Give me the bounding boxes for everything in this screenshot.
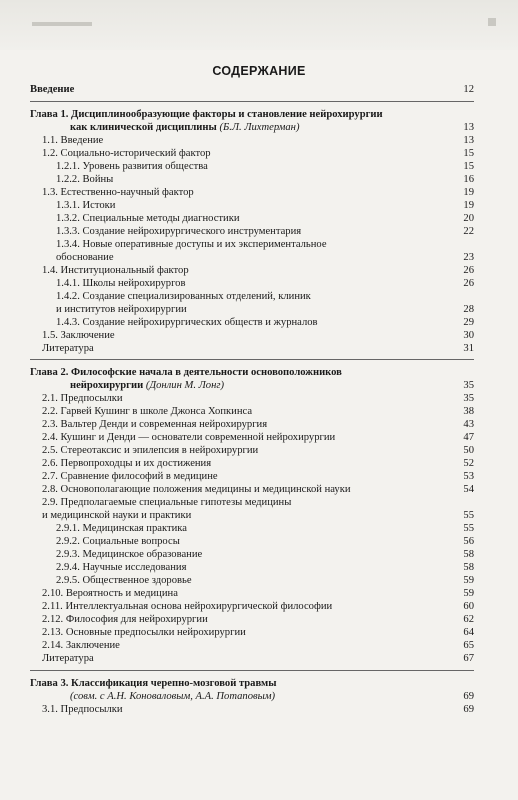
toc-page-number: 58 [463,562,474,573]
toc-page-number: 67 [463,653,474,664]
toc-page-number: 64 [463,627,474,638]
toc-entry-text: 1.3.4. Новые оперативные доступы и их экспериментальное [56,239,327,250]
toc-page-number: 30 [463,330,474,341]
header-mark-left [32,22,92,26]
toc-entry-text: 2.8. Основополагающие положения медицины и медицинской науки [42,484,351,495]
toc-entry-text: и институтов нейрохирургии [56,304,187,315]
toc-page-number: 35 [463,380,474,391]
toc-entry-text: 2.9. Предполагаемые специальные гипотезы медицины [42,497,292,508]
toc-entry[interactable] [30,614,474,626]
toc-chapter-1-heading-cont[interactable] [30,122,474,134]
toc-entry-author: (совм. с А.Н. Коноваловым, А.А. Потаповым) [70,691,276,702]
toc-page-number: 29 [463,317,474,328]
toc-page-number: 13 [463,135,474,146]
toc-entry[interactable] [30,562,474,574]
toc-entry-text: 2.9.5. Общественное здоровье [56,575,192,586]
toc-entry-text: и медицинской науки и практики [42,510,192,521]
toc-entry[interactable] [30,497,474,509]
toc-entry-text: 2.6. Первопроходцы и их достижения [42,458,212,469]
toc-entry-cont[interactable] [30,304,474,316]
toc-entry-text: 2.11. Интеллектуальная основа нейрохирургической философии [42,601,333,612]
toc-entry[interactable] [30,588,474,600]
toc-entry-literature[interactable] [30,343,474,355]
page-title: СОДЕРЖАНИЕ [212,64,306,78]
toc-page-number: 15 [463,161,474,172]
toc-entry[interactable] [30,239,474,251]
header-mark-right [488,18,496,26]
page-header-strip [0,0,518,50]
toc-entry-text: 2.3. Вальтер Денди и современная нейрохирургия [42,419,268,430]
toc-entry-text: 2.7. Сравнение философий в медицине [42,471,218,482]
toc-entry-text: 2.4. Кушинг и Денди — основатели современной нейрохирургии [42,432,336,443]
toc-entry-cont[interactable] [30,510,474,522]
toc-entry-text: 1.4.2. Создание специализированных отделений, клиник [56,291,311,302]
toc-entry[interactable] [30,265,474,277]
toc-page-number: 31 [463,343,474,354]
toc-entry-text: Литература [42,343,94,354]
toc-entry-text: 2.13. Основные предпосылки нейрохирургии [42,627,246,638]
toc-chapter-3-heading-cont[interactable] [30,691,474,703]
toc-entry-text: 1.4.3. Создание нейрохирургических обществ и журналов [56,317,318,328]
toc-entry-text: 2.9.3. Медицинское образование [56,549,203,560]
toc-page-number: 15 [463,148,474,159]
toc-page-number: 69 [463,704,474,715]
toc-entry[interactable] [30,445,474,457]
toc-entry-text: 2.5. Стереотаксис и эпилепсия в нейрохирургии [42,445,259,456]
toc-entry[interactable] [30,187,474,199]
toc-entry-text: Введение [30,84,75,95]
toc-page-number: 54 [463,484,474,495]
toc-entry-text: 1.1. Введение [42,135,104,146]
toc-page-number: 28 [463,304,474,315]
toc-entry[interactable] [30,458,474,470]
toc-page-number: 43 [463,419,474,430]
toc-page-number: 55 [463,523,474,534]
toc-chapter-2-heading[interactable] [30,367,474,379]
toc-entry-text: 3.1. Предпосылки [42,704,123,715]
toc-entry-cont[interactable] [30,252,474,264]
toc-entry-author: (Б.Л. Лихтерман) [219,122,300,133]
toc-entry[interactable] [30,704,474,716]
toc-chapter-2-heading-cont[interactable] [30,380,474,392]
toc-entry[interactable] [30,278,474,290]
toc-entry-text: 1.4.1. Школы нейрохирургов [56,278,186,289]
toc-page-number: 26 [463,265,474,276]
toc-entry-text: 1.3. Естественно-научный фактор [42,187,194,198]
toc-entry-text: 1.3.2. Специальные методы диагностики [56,213,240,224]
toc-page-number: 19 [463,187,474,198]
toc-page-number: 52 [463,458,474,469]
toc-entry-text: 1.4. Институциональный фактор [42,265,189,276]
toc-entry-text: 2.10. Вероятность и медицина [42,588,178,599]
toc-entry-text: 2.14. Заключение [42,640,120,651]
toc-entry[interactable] [30,484,474,496]
toc-entry-author: (Донлин М. Лонг) [145,380,225,391]
toc-entry[interactable] [30,148,474,160]
toc-page-number: 22 [463,226,474,237]
toc-entry-text: 2.12. Философия для нейрохирургии [42,614,208,625]
toc-entry[interactable] [30,291,474,303]
toc-page-number: 56 [463,536,474,547]
toc-page-number: 65 [463,640,474,651]
toc-entry[interactable] [30,330,474,342]
toc-entry-intro[interactable] [30,84,474,96]
toc-entry-text: нейрохирургии [70,380,144,391]
toc-entry-text: 1.2. Социально-исторический фактор [42,148,211,159]
toc-entry-text: 1.2.2. Войны [56,174,114,185]
toc-entry[interactable] [30,161,474,173]
toc-entry-text: Глава 3. Классификация черепно-мозговой травмы [30,678,277,689]
toc-page-number: 69 [463,691,474,702]
toc-page-number: 62 [463,614,474,625]
toc-page-number: 16 [463,174,474,185]
toc-page-number: 35 [463,393,474,404]
chapter-divider [30,101,474,102]
toc-entry[interactable] [30,317,474,329]
toc-entry[interactable] [30,226,474,238]
toc-entry-text: как клинической дисциплины [70,122,217,133]
chapter-divider [30,670,474,671]
toc-page-number: 53 [463,471,474,482]
toc-entry-text: 2.9.2. Социальные вопросы [56,536,180,547]
toc-entry-text: 2.9.1. Медицинская практика [56,523,187,534]
toc-page-number: 58 [463,549,474,560]
toc-entry[interactable] [30,200,474,212]
toc-page-number: 23 [463,252,474,263]
toc-entry-text: 1.3.1. Истоки [56,200,116,211]
toc-page-number: 59 [463,575,474,586]
toc-entry[interactable] [30,419,474,431]
toc-entry-text: Литература [42,653,94,664]
chapter-divider [30,359,474,360]
toc-entry-text: 1.2.1. Уровень развития общества [56,161,208,172]
toc-page-number: 19 [463,200,474,211]
toc-chapter-3-heading[interactable] [30,678,474,690]
toc-entry[interactable] [30,549,474,561]
toc-page-number: 55 [463,510,474,521]
toc-entry[interactable] [30,174,474,186]
toc-entry[interactable] [30,627,474,639]
toc-entry[interactable] [30,213,474,225]
toc-entry-text: Глава 2. Философские начала в деятельности основоположников [30,367,342,378]
toc-entry[interactable] [30,393,474,405]
toc-entry-text: 1.5. Заключение [42,330,115,341]
toc-entry-text: 2.9.4. Научные исследования [56,562,187,573]
toc-entry[interactable] [30,536,474,548]
toc-entry[interactable] [30,432,474,444]
toc-entry[interactable] [30,471,474,483]
toc-entry-text: обоснование [56,252,114,263]
toc-chapter-1-heading[interactable] [30,109,474,121]
toc-page-number: 13 [463,122,474,133]
toc-page-number: 38 [463,406,474,417]
toc-page-number: 60 [463,601,474,612]
toc-entry-text: 1.3.3. Создание нейрохирургического инструментария [56,226,302,237]
toc-entry-text: 2.1. Предпосылки [42,393,123,404]
toc-page-number: 12 [463,84,474,95]
toc-page-number: 47 [463,432,474,443]
toc-entry[interactable] [30,575,474,587]
toc-page-number: 26 [463,278,474,289]
toc-entry-literature[interactable] [30,653,474,665]
toc-entry[interactable] [30,406,474,418]
toc-entry-text: Глава 1. Дисциплинообразующие факторы и становление нейрохирургии [30,109,383,120]
toc-entry[interactable] [30,601,474,613]
toc-entry[interactable] [30,523,474,535]
toc-entry[interactable] [30,135,474,147]
toc-entry[interactable] [30,640,474,652]
toc-entry-text: 2.2. Гарвей Кушинг в школе Джонса Хопкинса [42,406,253,417]
toc-page-number: 20 [463,213,474,224]
toc-page-number: 50 [463,445,474,456]
toc-page-number: 59 [463,588,474,599]
